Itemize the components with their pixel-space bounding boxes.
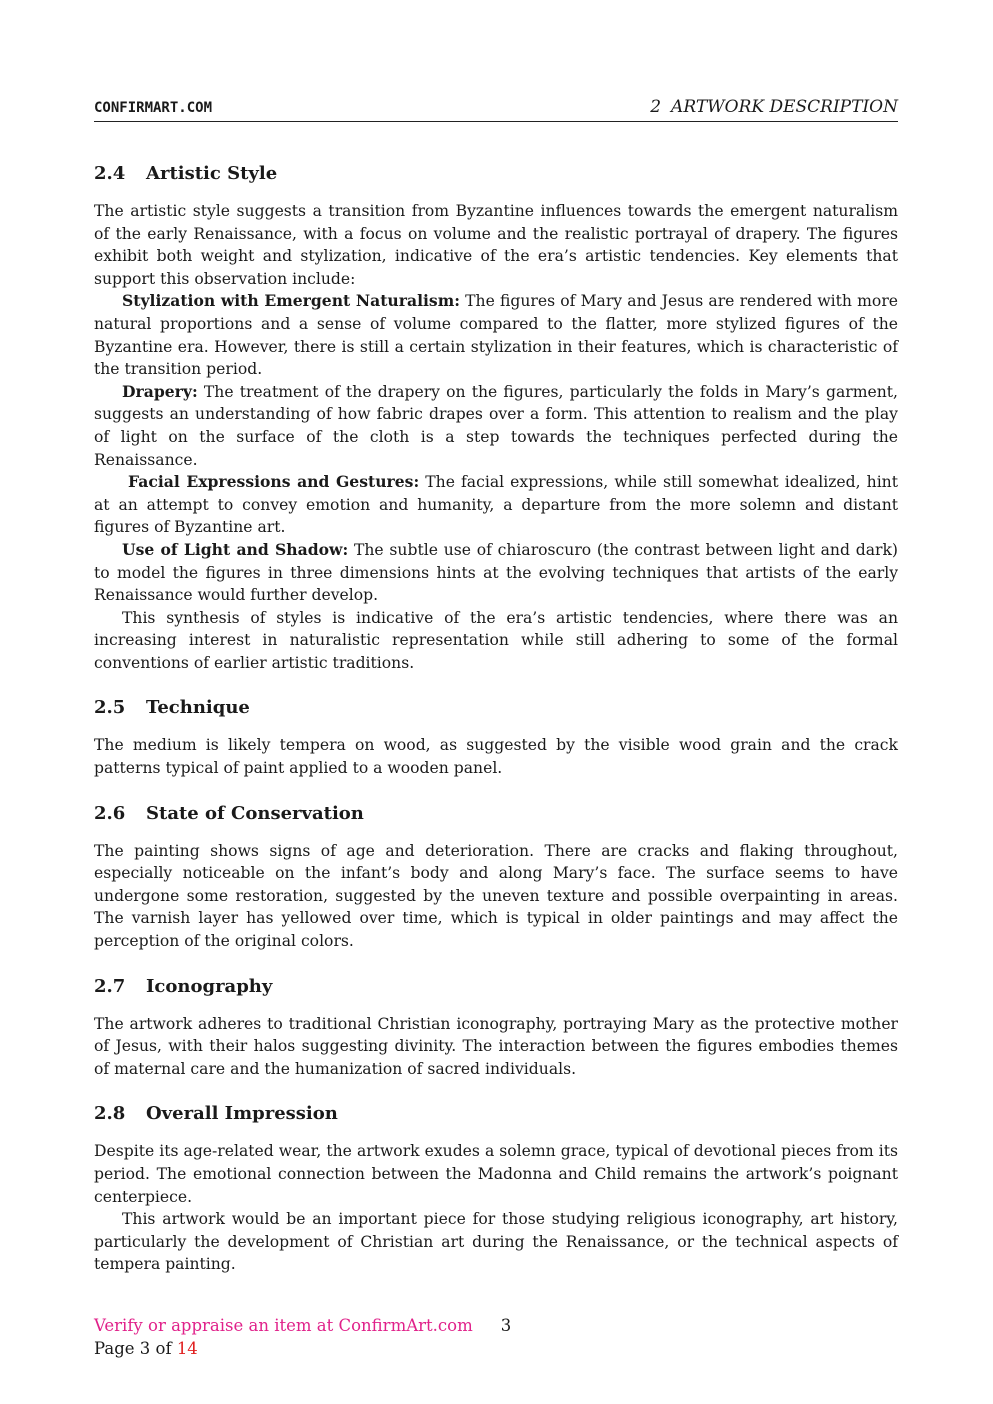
confirmart-logo[interactable]: CONFIRMART.COM xyxy=(94,100,213,116)
running-head xyxy=(650,97,898,117)
section-technique xyxy=(94,694,898,779)
page-number: 3 xyxy=(500,1316,512,1335)
paragraph: This artwork would be an important piece for those studying religious iconography, art history, particularly the development of Christian art during the Renaissance, or the technical aspects of tempera painting. xyxy=(94,1210,898,1274)
section-state-of-conservation xyxy=(94,800,898,953)
paragraph: The artwork adheres to traditional Christian iconography, portraying Mary as the protective mother of Jesus, with their halos suggesting divinity. The interaction between the figures embodies themes of maternal care and the humanization of sacred individuals. xyxy=(94,1014,898,1078)
total-pages-link[interactable]: 14 xyxy=(176,1339,198,1358)
paragraph: The medium is likely tempera on wood, as suggested by the visible wood grain and the crack patterns typical of paint applied to a wooden panel. xyxy=(94,736,898,778)
section-heading: 2.5 Technique xyxy=(94,697,250,719)
footer-line-2 xyxy=(94,1337,511,1360)
page-label: Page 3 of xyxy=(94,1339,172,1358)
paragraph: This synthesis of styles is indicative of the era’s artistic tendencies, where there was an increasing interest in naturalistic representation while still adhering to some of the formal conventions of earlier artistic traditions. xyxy=(94,608,898,672)
list-item: Use of Light and Shadow: The subtle use of chiaroscuro (the contrast between light and dark) to model the figures in three dimensions hints at the evolving techniques that artists of the early Renaissance would further develop. xyxy=(94,539,898,605)
section-heading: 2.6 State of Conservation xyxy=(94,802,364,824)
term: Facial Expressions and Gestures: xyxy=(128,472,420,492)
footer-line-1 xyxy=(94,1314,511,1337)
list-item: Stylization with Emergent Naturalism: The figures of Mary and Jesus are rendered with more natural proportions and a sense of volume compared to the flatter, more stylized figures of the Byzantine era. However, there is still a certain stylization in their features, which is characteristic of the transition period. xyxy=(94,291,898,379)
document-body xyxy=(94,160,898,1296)
section-heading: 2.8 Overall Impression xyxy=(94,1103,338,1125)
section-heading: 2.7 Iconography xyxy=(94,975,273,997)
section-artistic-style xyxy=(94,160,898,674)
paragraph: The painting shows signs of age and deterioration. There are cracks and flaking throughout, especially noticeable on the infant’s body and along Mary’s face. The surface seems to have undergone some restoration, suggested by the uneven texture and possible overpainting in areas. The varnish layer has yellowed over time, which is typical in older paintings and may affect the perception of the original colors. xyxy=(94,841,898,951)
page-header xyxy=(94,97,898,122)
list-item: Drapery: The treatment of the drapery on the figures, particularly the folds in Mary’s garment, suggests an understanding of how fabric drapes over a form. This attention to realism and the play of light on the surface of the cloth is a step towards the techniques perfected during the Renaissance. xyxy=(94,381,898,469)
section-overall-impression xyxy=(94,1100,898,1276)
paragraph: Despite its age-related wear, the artwork exudes a solemn grace, typical of devotional pieces from its period. The emotional connection between the Madonna and Child remains the artwork’s poignant centerpiece. xyxy=(94,1142,898,1206)
confirmart-link[interactable]: Verify or appraise an item at ConfirmArt.com xyxy=(94,1316,473,1335)
section-iconography xyxy=(94,973,898,1081)
term: Stylization with Emergent Naturalism: xyxy=(122,291,460,311)
paragraph: The artistic style suggests a transition from Byzantine influences towards the emergent naturalism of the early Renaissance, with a focus on volume and the realistic portrayal of drapery. The figures exhibit both weight and stylization, indicative of the era’s artistic tendencies. Key elements that support this observation include: xyxy=(94,202,898,288)
running-head-title: ARTWORK DESCRIPTION xyxy=(671,97,898,117)
list-item: Facial Expressions and Gestures: The facial expressions, while still somewhat idealized, hint at an attempt to convey emotion and humanity, a departure from the more solemn and distant figures of Byzantine art. xyxy=(94,472,898,537)
page-footer xyxy=(94,1314,511,1360)
term: Drapery: xyxy=(122,381,198,401)
term: Use of Light and Shadow: xyxy=(122,539,349,559)
section-heading: 2.4 Artistic Style xyxy=(94,163,278,184)
running-head-number: 2 xyxy=(650,97,662,117)
